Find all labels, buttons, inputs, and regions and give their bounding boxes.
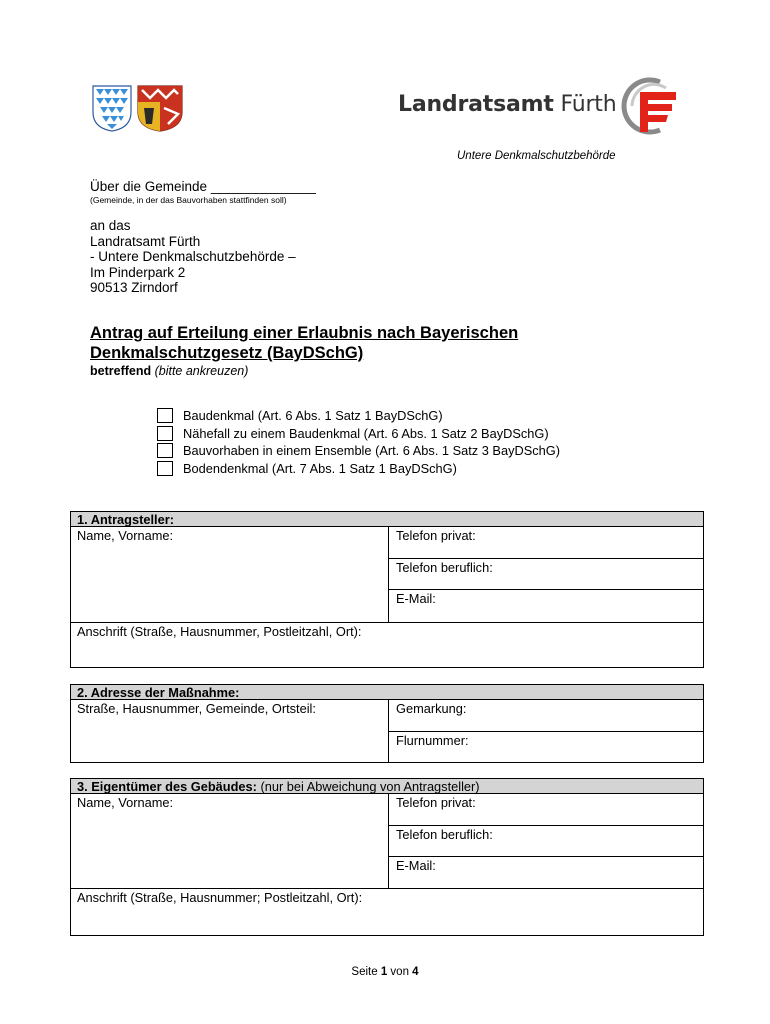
checkbox-row-naehefall: [157, 425, 560, 443]
field-label: E-Mail:: [396, 591, 436, 606]
checkbox-label: Bauvorhaben in einem Ensemble (Art. 6 Abs. 1 Satz 3 BayDSchG): [183, 443, 560, 459]
address-line: 90513 Zirndorf: [90, 280, 178, 295]
owner-email-field[interactable]: [389, 857, 703, 887]
checkbox-naehefall[interactable]: [157, 426, 173, 441]
owner-name-field[interactable]: [71, 794, 389, 888]
flurnummer-field[interactable]: [389, 732, 703, 762]
bavaria-coat-of-arms-icon: [93, 86, 131, 131]
field-label: Name, Vorname:: [77, 528, 174, 543]
field-label: Anschrift (Straße, Hausnummer, Postleitzahl, Ort):: [77, 624, 362, 639]
section-heading: 1. Antragsteller:: [71, 512, 703, 527]
field-label: Flurnummer:: [396, 733, 469, 748]
checkbox-label: Bodendenkmal (Art. 7 Abs. 1 Satz 1 BayDSchG): [183, 460, 457, 476]
page-number: Seite 1 von 4: [351, 966, 419, 978]
field-label: Telefon privat:: [396, 528, 476, 543]
checkbox-baudenkmal[interactable]: [157, 408, 173, 423]
address-line: an das: [90, 218, 131, 233]
checkbox-row-bodendenkmal: [157, 460, 560, 478]
field-label: Anschrift (Straße, Hausnummer; Postleitzahl, Ort):: [77, 890, 363, 905]
section-measure-address: [70, 684, 704, 763]
section-heading: 2. Adresse der Maßnahme:: [71, 685, 703, 700]
checkbox-group: [157, 407, 560, 477]
address-line: Landratsamt Fürth: [90, 233, 201, 249]
applicant-name-field[interactable]: [71, 527, 389, 622]
municipality-field-label: Über die Gemeinde ______________: [90, 179, 316, 194]
checkbox-ensemble[interactable]: [157, 443, 173, 458]
field-label: Gemarkung:: [396, 701, 467, 716]
section-heading: 3. Eigentümer des Gebäudes: (nur bei Abweichung von Antragsteller): [71, 779, 703, 794]
district-coat-of-arms-icon: [138, 86, 182, 131]
checkbox-label: Nähefall zu einem Baudenkmal (Art. 6 Abs. 1 Satz 2 BayDSchG): [183, 425, 549, 441]
gemarkung-field[interactable]: [389, 700, 703, 732]
checkbox-bodendenkmal[interactable]: [157, 461, 173, 476]
coats-of-arms: [92, 84, 184, 132]
applicant-phone-private-field[interactable]: [389, 527, 703, 559]
owner-address-field[interactable]: [71, 888, 703, 935]
form-title: Antrag auf Erteilung einer Erlaubnis nach Bayerischen Denkmalschutzgesetz (BayDSchG): [90, 324, 519, 362]
landratsamt-logo-icon: [618, 76, 680, 136]
checkbox-label: Baudenkmal (Art. 6 Abs. 1 Satz 1 BayDSchG): [183, 408, 443, 424]
checkbox-row-baudenkmal: [157, 407, 560, 425]
owner-phone-work-field[interactable]: [389, 826, 703, 857]
logo-wordmark: Landratsamt Fürth: [398, 92, 617, 117]
field-label: Name, Vorname:: [77, 795, 174, 810]
field-label: Telefon beruflich:: [396, 827, 493, 842]
applicant-phone-work-field[interactable]: [389, 559, 703, 590]
field-label: E-Mail:: [396, 858, 436, 873]
applicant-address-field[interactable]: [71, 622, 703, 667]
measure-street-field[interactable]: [71, 700, 389, 762]
form-subtitle: betreffend (bitte ankreuzen): [90, 364, 249, 378]
section-owner: [70, 778, 704, 936]
field-label: Straße, Hausnummer, Gemeinde, Ortsteil:: [77, 701, 316, 716]
applicant-email-field[interactable]: [389, 590, 703, 620]
field-label: Telefon privat:: [396, 795, 476, 810]
department-name: Untere Denkmalschutzbehörde: [457, 150, 616, 162]
municipality-hint: (Gemeinde, in der das Bauvorhaben stattfinden soll): [90, 195, 287, 205]
field-label: Telefon beruflich:: [396, 560, 493, 575]
address-line: Im Pinderpark 2: [90, 264, 186, 280]
checkbox-row-ensemble: [157, 442, 560, 460]
address-line: - Untere Denkmalschutzbehörde –: [90, 249, 296, 264]
recipient-address: [90, 218, 296, 296]
section-applicant: [70, 511, 704, 668]
owner-phone-private-field[interactable]: [389, 794, 703, 826]
